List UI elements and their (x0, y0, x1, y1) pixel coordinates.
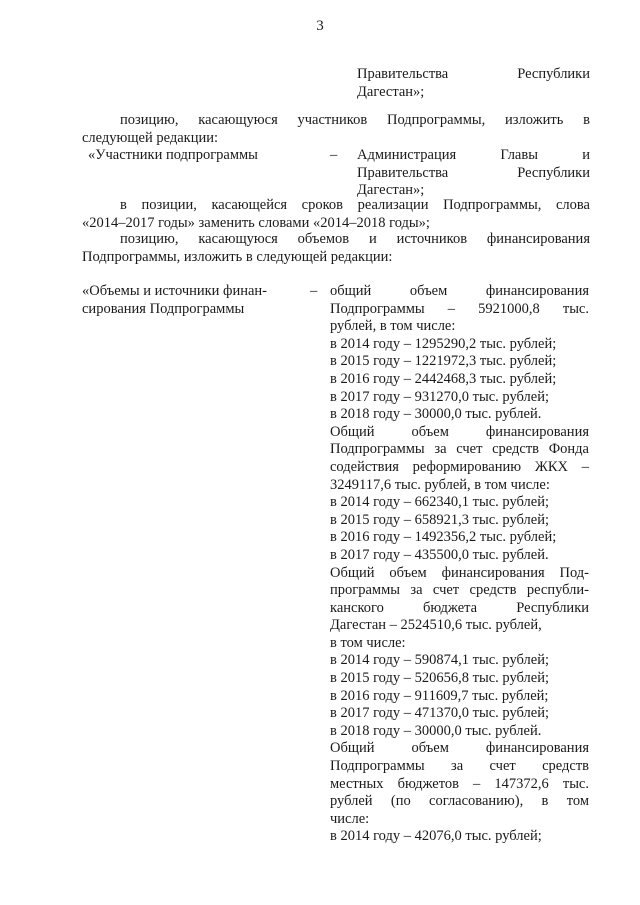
text-line: Подпрограммы – 5921000,8 тыс. (330, 300, 589, 317)
text-line: Дагестан – 2524510,6 тыс. рублей, (330, 617, 542, 634)
text-line: канского бюджета Республики (330, 599, 589, 616)
text-line: Подпрограммы за счет средств (330, 758, 589, 775)
text-line: в 2015 году – 1221972,3 тыс. рублей; (330, 353, 557, 370)
text-line: общий объем финансирования (330, 283, 589, 299)
text-line: в позиции, касающейся сроков реализации Подпрограммы, слова (120, 197, 590, 213)
paragraph-participants-intro (82, 112, 590, 147)
text-line: Дагестан»; (357, 182, 425, 199)
text-line: Общий объем финансирования (330, 423, 589, 440)
text-line: в 2016 году – 1492356,2 тыс. рублей; (330, 529, 557, 546)
text-line: в 2016 году – 911609,7 тыс. рублей; (330, 687, 549, 704)
text-line: в 2014 году – 662340,1 тыс. рублей; (330, 494, 550, 511)
text-line: позицию, касающуюся участников Подпрограммы, изложить в (120, 112, 590, 128)
text-line: числе: (330, 810, 370, 827)
text-line: в 2017 году – 435500,0 тыс. рублей. (330, 546, 549, 563)
text-line: Администрация Главы и (357, 147, 590, 163)
text-line: в 2015 году – 658921,3 тыс. рублей; (330, 511, 550, 528)
text-line: Дагестан»; (357, 83, 425, 100)
text-line: в 2016 году – 2442468,3 тыс. рублей; (330, 370, 557, 387)
text-line: Общий объем финансирования (330, 740, 589, 757)
participants-label: «Участники подпрограммы (88, 147, 258, 163)
text-line: в 2014 году – 42076,0 тыс. рублей; (330, 828, 542, 845)
text-line: рублей (по согласованию), в том (330, 793, 589, 810)
participants-dash: – (330, 147, 338, 163)
text-line: сирования Подпрограммы (82, 300, 245, 317)
text-line: следующей редакции: (82, 129, 219, 146)
text-line: «2014–2017 годы» заменить словами «2014–2018 годы»; (82, 214, 430, 231)
text-line: программы за счет средств республи- (330, 582, 589, 599)
text-line: в 2017 году – 931270,0 тыс. рублей; (330, 388, 550, 405)
text-line: в 2017 году – 471370,0 тыс. рублей; (330, 705, 550, 722)
text-line: в 2018 году – 30000,0 тыс. рублей. (330, 406, 542, 423)
text-line: местных бюджетов – 147372,6 тыс. (330, 775, 589, 792)
text-line: Подпрограммы за счет средств Фонда (330, 441, 589, 458)
text-line: Правительства Республики (357, 66, 590, 82)
text-line: в 2015 году – 520656,8 тыс. рублей; (330, 670, 550, 687)
top-continuation (357, 66, 590, 101)
text-line: рублей, в том числе: (330, 318, 456, 335)
participants-value (357, 147, 590, 200)
text-line: позицию, касающуюся объемов и источников финансирования (120, 231, 590, 247)
text-line: Общий объем финансирования Под- (330, 564, 589, 581)
text-line: Подпрограммы, изложить в следующей редакции: (82, 248, 393, 265)
text-line: в 2014 году – 590874,1 тыс. рублей; (330, 652, 550, 669)
text-line: 3249117,6 тыс. рублей, в том числе: (330, 476, 550, 493)
text-line: содействия реформированию ЖКХ – (330, 458, 589, 475)
paragraph-terms (82, 197, 590, 232)
funding-label (82, 283, 267, 318)
text-line: «Объемы и источники финан- (82, 283, 267, 299)
text-line: Правительства Республики (357, 164, 590, 181)
page-number: 3 (316, 18, 324, 34)
funding-dash: – (310, 283, 318, 299)
text-line: в том числе: (330, 634, 406, 651)
funding-value (330, 283, 589, 846)
text-line: в 2014 году – 1295290,2 тыс. рублей; (330, 335, 557, 352)
text-line: в 2018 году – 30000,0 тыс. рублей. (330, 722, 542, 739)
paragraph-funding-intro (82, 231, 590, 266)
